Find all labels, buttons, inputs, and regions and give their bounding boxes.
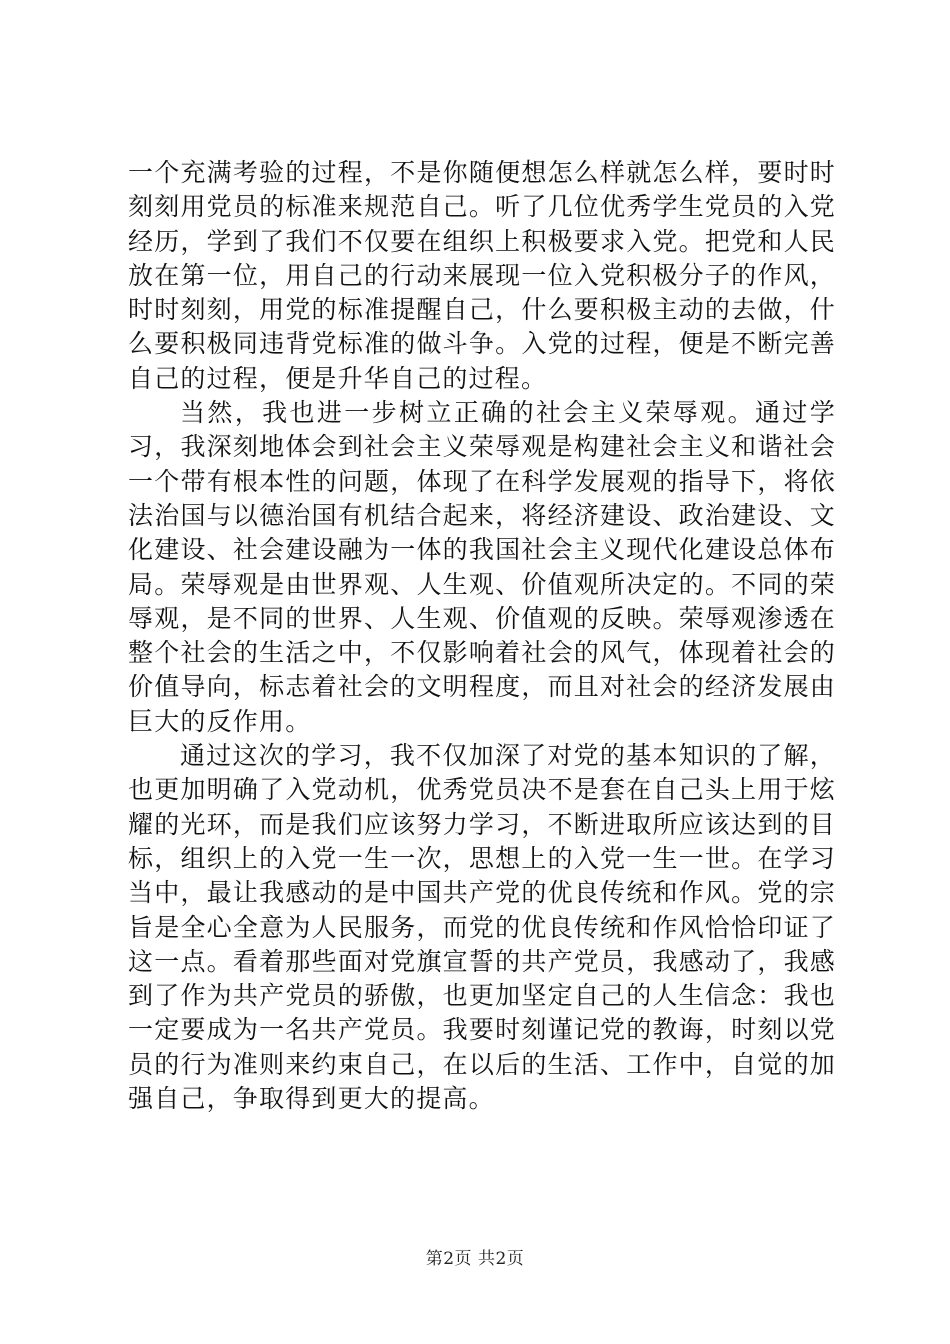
paragraph-2: 当然，我也进一步树立正确的社会主义荣辱观。通过学习，我深刻地体会到社会主义荣辱观是构建社会主义和谐社会一个带有根本性的问题，体现了在科学发展观的指导下，将依法治国与以德治国有机结合起来，将经济建设、政治建设、文化建设、社会建设融为一体的我国社会主义现代化建设总体布局。荣辱观是由世界观、人生观、价值观所决定的。不同的荣辱观，是不同的世界、人生观、价值观的反映。荣辱观渗透在整个社会的生活之中，不仅影响着社会的风气，体现着社会的价值导向，标志着社会的文明程度，而且对社会的经济发展由巨大的反作用。: [128, 398, 836, 736]
paragraph-3: 通过这次的学习，我不仅加深了对党的基本知识的了解，也更加明确了入党动机，优秀党员决不是套在自己头上用于炫耀的光环，而是我们应该努力学习，不断进取所应该达到的目标，组织上的入党一生一次，思想上的入党一生一世。在学习当中，最让我感动的是中国共产党的优良传统和作风。党的宗旨是全心全意为人民服务，而党的优良传统和作风恰恰印证了这一点。看着那些面对党旗宣誓的共产党员，我感动了，我感到了作为共产党员的骄傲，也更加坚定自己的人生信念：我也一定要成为一名共产党员。我要时刻谨记党的教诲，时刻以党员的行为准则来约束自己，在以后的生活、工作中，自觉的加强自己，争取得到更大的提高。: [128, 741, 836, 1114]
paragraph-1: 一个充满考验的过程，不是你随便想怎么样就怎么样，要时时刻刻用党员的标准来规范自己。听了几位优秀学生党员的入党经历，学到了我们不仅要在组织上积极要求入党。把党和人民放在第一位，用自己的行动来展现一位入党积极分子的作风，时时刻刻，用党的标准提醒自己，什么要积极主动的去做，什么要积极同违背党标准的做斗争。入党的过程，便是不断完善自己的过程，便是升华自己的过程。: [128, 158, 836, 393]
document-body: [128, 156, 836, 1116]
page-number-footer: 第2页 共2页: [425, 1249, 525, 1269]
